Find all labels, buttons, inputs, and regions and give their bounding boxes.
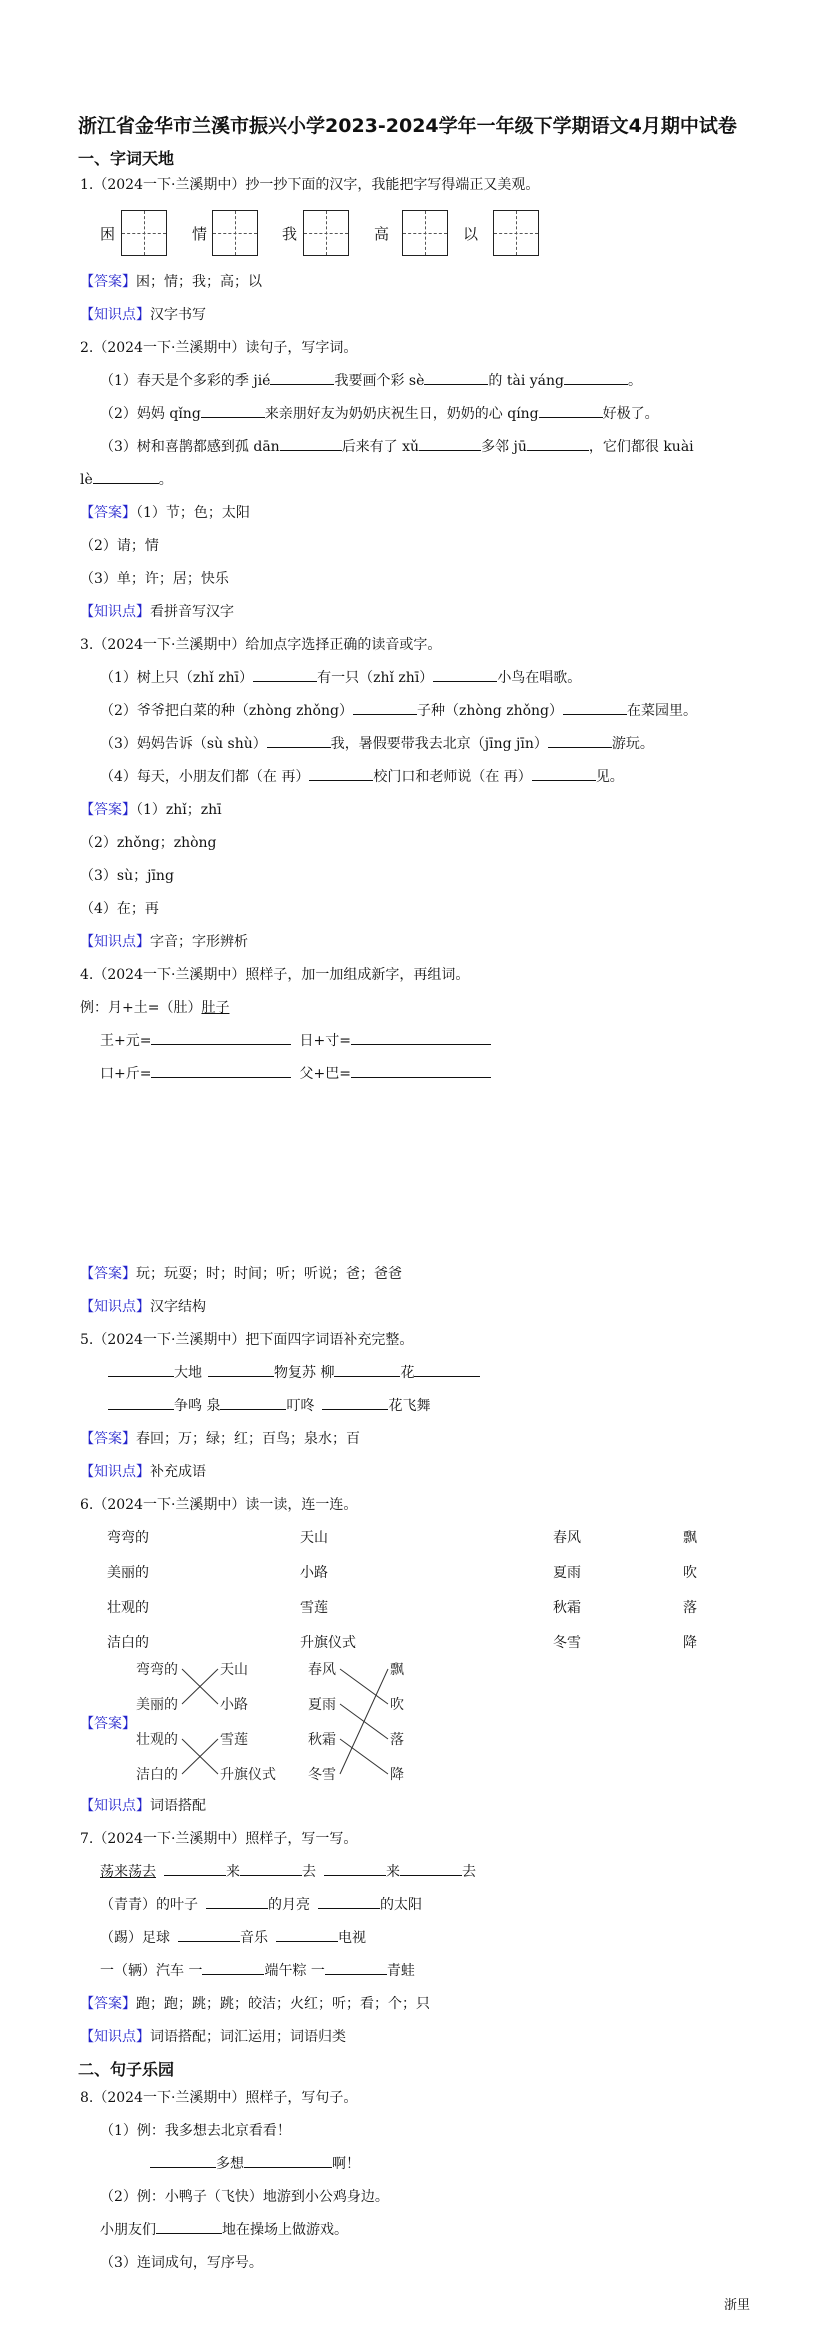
text: 争鸣 泉 — [174, 1398, 221, 1414]
tianzige-box[interactable] — [493, 210, 539, 256]
q6-verb-item[interactable]: 吹 — [683, 1565, 697, 1581]
q4-example — [80, 997, 229, 1017]
answer-tag: 【答案】 — [80, 1716, 136, 1732]
text: 叮咚 — [286, 1398, 315, 1414]
text: 的 tài yáng — [488, 373, 564, 389]
knowledge-tag: 【知识点】 — [80, 934, 150, 950]
text: 地在操场上做游戏。 — [222, 2222, 348, 2238]
text: ，它们都很 kuài — [588, 439, 694, 455]
text: 来 — [386, 1864, 400, 1880]
q2-line-3 — [100, 436, 694, 456]
blank[interactable] — [93, 471, 159, 484]
blank[interactable] — [527, 438, 589, 451]
q6-season-item[interactable]: 冬雪 — [553, 1635, 581, 1651]
answer-tag: 【答案】 — [80, 274, 136, 290]
q3-line-2 — [100, 700, 697, 720]
q2-answer-3: （3）单；许；居；快乐 — [80, 571, 229, 587]
q6-verb-item[interactable]: 飘 — [683, 1530, 697, 1546]
q4-stem: 4.（2024一下·兰溪期中）照样子，加一加组成新字，再组词。 — [80, 967, 470, 983]
text: 去 — [302, 1864, 316, 1880]
diagram-word: 天山 — [220, 1662, 248, 1678]
q1-knowledge — [80, 304, 206, 324]
blank[interactable] — [334, 1364, 400, 1377]
diagram-word: 飘 — [390, 1662, 404, 1678]
q6-mid-item[interactable]: 天山 — [300, 1530, 328, 1546]
knowledge-text: 字音；字形辨析 — [150, 934, 248, 950]
text: 来 — [226, 1864, 240, 1880]
knowledge-tag: 【知识点】 — [80, 1464, 150, 1480]
text: （踢）足球 — [100, 1930, 170, 1946]
q2-line-2 — [100, 403, 659, 423]
text: 的月亮 — [268, 1897, 310, 1913]
answer-text: （1）zhǐ；zhī — [136, 802, 222, 818]
q7-knowledge — [80, 2026, 346, 2046]
q2-stem: 2.（2024一下·兰溪期中）读句子，写字词。 — [80, 340, 358, 356]
q6-left-item[interactable]: 洁白的 — [107, 1635, 149, 1651]
tianzige-box[interactable] — [121, 210, 167, 256]
text: （1）树上只（zhǐ zhī） — [100, 670, 254, 686]
text: 花 — [400, 1365, 415, 1381]
q8-line-4 — [100, 2219, 348, 2239]
knowledge-text: 看拼音写汉字 — [150, 604, 234, 620]
blank[interactable] — [419, 438, 481, 451]
diagram-word: 洁白的 — [136, 1767, 178, 1783]
blank[interactable] — [151, 1032, 291, 1045]
diagram-word: 弯弯的 — [136, 1662, 178, 1678]
tianzige-box[interactable] — [402, 210, 448, 256]
q1-char: 困 — [100, 225, 116, 243]
text: （3）树和喜鹊都感到孤 dān — [100, 439, 280, 455]
section-heading-2: 二、句子乐园 — [78, 2060, 175, 2079]
q2-answer-2: （2）请；情 — [80, 538, 159, 554]
blank[interactable] — [240, 1863, 302, 1876]
text: 青蛙 — [386, 1963, 415, 1979]
blank[interactable] — [532, 768, 596, 781]
q3-knowledge — [80, 931, 248, 951]
blank[interactable] — [400, 1863, 462, 1876]
diagram-word: 夏雨 — [308, 1697, 336, 1713]
blank[interactable] — [324, 1863, 386, 1876]
q5-stem: 5.（2024一下·兰溪期中）把下面四字词语补充完整。 — [80, 1332, 414, 1348]
q4-knowledge — [80, 1296, 206, 1316]
knowledge-tag: 【知识点】 — [80, 307, 150, 323]
text: 小鸟在唱歌。 — [497, 670, 582, 686]
q6-left-item[interactable]: 壮观的 — [107, 1600, 149, 1616]
q1-char: 以 — [463, 225, 479, 243]
q4-row-1 — [100, 1030, 491, 1050]
q6-season-item[interactable]: 夏雨 — [553, 1565, 581, 1581]
text: 好极了。 — [602, 406, 659, 422]
q4-row-2 — [100, 1063, 491, 1083]
page-title: 浙江省金华市兰溪市振兴小学2023-2024学年一年级下学期语文4月期中试卷 — [78, 115, 737, 137]
text: 有一只（zhǐ zhī） — [317, 670, 434, 686]
blank[interactable] — [564, 372, 628, 385]
blank[interactable] — [244, 2155, 332, 2168]
text: 电视 — [338, 1930, 366, 1946]
q6-mid-item[interactable]: 雪莲 — [300, 1600, 328, 1616]
knowledge-text: 词语搭配 — [150, 1798, 206, 1814]
q2-answer-1 — [80, 502, 250, 522]
diagram-word: 秋霜 — [308, 1732, 336, 1748]
q8-line-3: （2）例：小鸭子（飞快）地游到小公鸡身边。 — [100, 2189, 389, 2205]
q1-answer — [80, 271, 262, 291]
blank[interactable] — [178, 1929, 240, 1942]
q2-line-4 — [80, 469, 173, 489]
q1-char: 我 — [282, 225, 298, 243]
blank[interactable] — [253, 669, 317, 682]
text: 物复苏 柳 — [274, 1365, 335, 1381]
knowledge-text: 汉字书写 — [150, 307, 206, 323]
text: 日+寸= — [299, 1033, 351, 1049]
blank[interactable] — [322, 1397, 388, 1410]
text: （1）春天是个多彩的季 jié — [100, 373, 271, 389]
blank[interactable] — [108, 1397, 174, 1410]
q8-line-2 — [150, 2153, 360, 2173]
blank[interactable] — [563, 702, 627, 715]
blank[interactable] — [220, 1397, 286, 1410]
text: （2）妈妈 qǐng — [100, 406, 201, 422]
q6-verb-item[interactable]: 降 — [683, 1635, 697, 1651]
q8-stem: 8.（2024一下·兰溪期中）照样子，写句子。 — [80, 2090, 358, 2106]
example-word: 荡来荡去 — [100, 1864, 156, 1880]
text: 校门口和老师说（在 再） — [373, 769, 532, 785]
q3-answer-2: （2）zhǒng；zhòng — [80, 835, 217, 851]
q7-stem: 7.（2024一下·兰溪期中）照样子，写一写。 — [80, 1831, 358, 1847]
text: 多想 — [216, 2156, 244, 2172]
text: （3）妈妈告诉（sù shù） — [100, 736, 267, 752]
q7-row-3 — [100, 1927, 366, 1947]
text: 例：月+土=（肚） — [80, 1000, 202, 1016]
diagram-word: 壮观的 — [136, 1732, 178, 1748]
match-line — [340, 1739, 388, 1774]
text: 见。 — [595, 769, 624, 785]
text: 王+元= — [100, 1033, 152, 1049]
answer-text: 跑；跑；跳；跳；皎洁；火红；听；看；个；只 — [136, 1996, 430, 2012]
text: 我，暑假要带我去北京（jīng jīn） — [330, 736, 548, 752]
knowledge-text: 词语搭配；词汇运用；词语归类 — [150, 2029, 346, 2045]
text: 小朋友们 — [100, 2222, 156, 2238]
q7-row-4 — [100, 1960, 415, 1980]
answer-tag: 【答案】 — [80, 1996, 136, 2012]
text: 去 — [462, 1864, 476, 1880]
knowledge-tag: 【知识点】 — [80, 1299, 150, 1315]
answer-tag: 【答案】 — [80, 505, 136, 521]
q4-answer — [80, 1263, 402, 1283]
q6-left-item[interactable]: 弯弯的 — [107, 1530, 149, 1546]
diagram-word: 升旗仪式 — [220, 1767, 276, 1783]
knowledge-tag: 【知识点】 — [80, 604, 150, 620]
q3-answer-1 — [80, 799, 222, 819]
text: 我要画个彩 sè — [334, 373, 425, 389]
knowledge-text: 汉字结构 — [150, 1299, 206, 1315]
q6-knowledge — [80, 1795, 206, 1815]
q5-row-2 — [108, 1395, 430, 1415]
diagram-word: 吹 — [390, 1697, 404, 1713]
blank[interactable] — [433, 669, 497, 682]
answer-text: 困；情；我；高；以 — [136, 274, 262, 290]
q3-answer-4: （4）在；再 — [80, 901, 159, 917]
q1-stem: 1.（2024一下·兰溪期中）抄一抄下面的汉字，我能把字写得端正又美观。 — [80, 177, 540, 193]
q3-stem: 3.（2024一下·兰溪期中）给加点字选择正确的读音或字。 — [80, 637, 442, 653]
q5-row-1 — [108, 1362, 480, 1382]
answer-tag: 【答案】 — [80, 1266, 136, 1282]
diagram-word: 春风 — [308, 1662, 336, 1678]
text: 子种（zhòng zhǒng） — [416, 703, 564, 719]
answer-tag: 【答案】 — [80, 1431, 136, 1447]
text: 大地 — [174, 1365, 202, 1381]
q8-line-1: （1）例：我多想去北京看看！ — [100, 2123, 291, 2139]
diagram-word: 冬雪 — [308, 1767, 336, 1783]
text: 。 — [627, 373, 642, 389]
blank[interactable] — [208, 1364, 274, 1377]
blank[interactable] — [108, 1364, 174, 1377]
blank[interactable] — [318, 1896, 380, 1909]
blank[interactable] — [280, 438, 342, 451]
blank[interactable] — [309, 768, 373, 781]
text: （4）每天，小朋友们都（在 再） — [100, 769, 310, 785]
text: 后来有了 xǔ — [341, 439, 420, 455]
q6-mid-item[interactable]: 小路 — [300, 1565, 328, 1581]
text: 来亲朋好友为奶奶庆祝生日，奶奶的心 qíng — [264, 406, 539, 422]
blank[interactable] — [351, 1032, 491, 1045]
q7-row-1 — [100, 1861, 476, 1881]
blank[interactable] — [150, 2155, 216, 2168]
blank[interactable] — [206, 1896, 268, 1909]
blank[interactable] — [548, 735, 612, 748]
text: 多邻 jū — [481, 439, 527, 455]
blank[interactable] — [270, 372, 334, 385]
blank[interactable] — [353, 702, 417, 715]
blank[interactable] — [202, 1962, 264, 1975]
blank[interactable] — [539, 405, 603, 418]
diagram-word: 雪莲 — [220, 1732, 248, 1748]
text: 一（辆）汽车 一 — [100, 1963, 203, 1979]
q3-answer-3: （3）sù；jīng — [80, 868, 174, 884]
match-line — [340, 1669, 388, 1704]
footer-mark: 浙里 — [724, 2298, 751, 2313]
blank[interactable] — [267, 735, 331, 748]
q6-left-item[interactable]: 美丽的 — [107, 1565, 149, 1581]
answer-text: 玩；玩耍；时；时间；听；听说；爸；爸爸 — [136, 1266, 402, 1282]
q6-mid-item[interactable]: 升旗仪式 — [300, 1635, 356, 1651]
q2-knowledge — [80, 601, 234, 621]
diagram-word: 落 — [390, 1732, 404, 1748]
knowledge-tag: 【知识点】 — [80, 1798, 150, 1814]
q3-line-1 — [100, 667, 581, 687]
tianzige-box[interactable] — [212, 210, 258, 256]
blank[interactable] — [151, 1065, 291, 1078]
q6-season-item[interactable]: 春风 — [553, 1530, 581, 1546]
text: 在菜园里。 — [627, 703, 698, 719]
text: 音乐 — [240, 1930, 268, 1946]
blank[interactable] — [164, 1863, 226, 1876]
q5-knowledge — [80, 1461, 206, 1481]
text: 父+巴= — [299, 1066, 351, 1082]
text: 花飞舞 — [388, 1398, 431, 1414]
tianzige-box[interactable] — [303, 210, 349, 256]
text: （2）爷爷把白菜的种（zhòng zhǒng） — [100, 703, 353, 719]
example-word: 肚子 — [201, 1000, 230, 1016]
match-line — [340, 1669, 388, 1774]
q1-char: 情 — [192, 225, 208, 243]
blank[interactable] — [201, 405, 265, 418]
text: lè — [80, 472, 93, 488]
q3-line-4 — [100, 766, 624, 786]
text: 口+斤= — [100, 1066, 152, 1082]
q6-stem: 6.（2024一下·兰溪期中）读一读，连一连。 — [80, 1497, 358, 1513]
q7-answer — [80, 1993, 430, 2013]
answer-text: （1）节；色；太阳 — [136, 505, 250, 521]
text: 。 — [158, 472, 173, 488]
diagram-word: 小路 — [220, 1697, 248, 1713]
text: 啊！ — [332, 2156, 360, 2172]
blank[interactable] — [424, 372, 488, 385]
q6-verb-item[interactable]: 落 — [683, 1600, 697, 1616]
blank[interactable] — [414, 1364, 480, 1377]
blank[interactable] — [156, 2221, 222, 2234]
text: 游玩。 — [611, 736, 654, 752]
q6-season-item[interactable]: 秋霜 — [553, 1600, 581, 1616]
section-heading-1: 一、字词天地 — [78, 149, 175, 168]
q8-line-5: （3）连词成句，写序号。 — [100, 2255, 263, 2271]
text: 的太阳 — [380, 1897, 422, 1913]
q2-line-1 — [100, 370, 642, 390]
knowledge-text: 补充成语 — [150, 1464, 206, 1480]
blank[interactable] — [351, 1065, 491, 1078]
q3-line-3 — [100, 733, 654, 753]
q1-char: 高 — [374, 225, 390, 243]
answer-text: 春回；万；绿；红；百鸟；泉水；百 — [136, 1431, 360, 1447]
diagram-word: 降 — [390, 1767, 404, 1783]
q5-answer — [80, 1428, 360, 1448]
knowledge-tag: 【知识点】 — [80, 2029, 150, 2045]
blank[interactable] — [325, 1962, 387, 1975]
blank[interactable] — [276, 1929, 338, 1942]
q6-answer-diagram-right — [300, 1655, 440, 1790]
q7-row-2 — [100, 1894, 422, 1914]
text: （青青）的叶子 — [100, 1897, 198, 1913]
answer-tag: 【答案】 — [80, 802, 136, 818]
text: 端午粽 一 — [264, 1963, 325, 1979]
diagram-word: 美丽的 — [136, 1697, 178, 1713]
